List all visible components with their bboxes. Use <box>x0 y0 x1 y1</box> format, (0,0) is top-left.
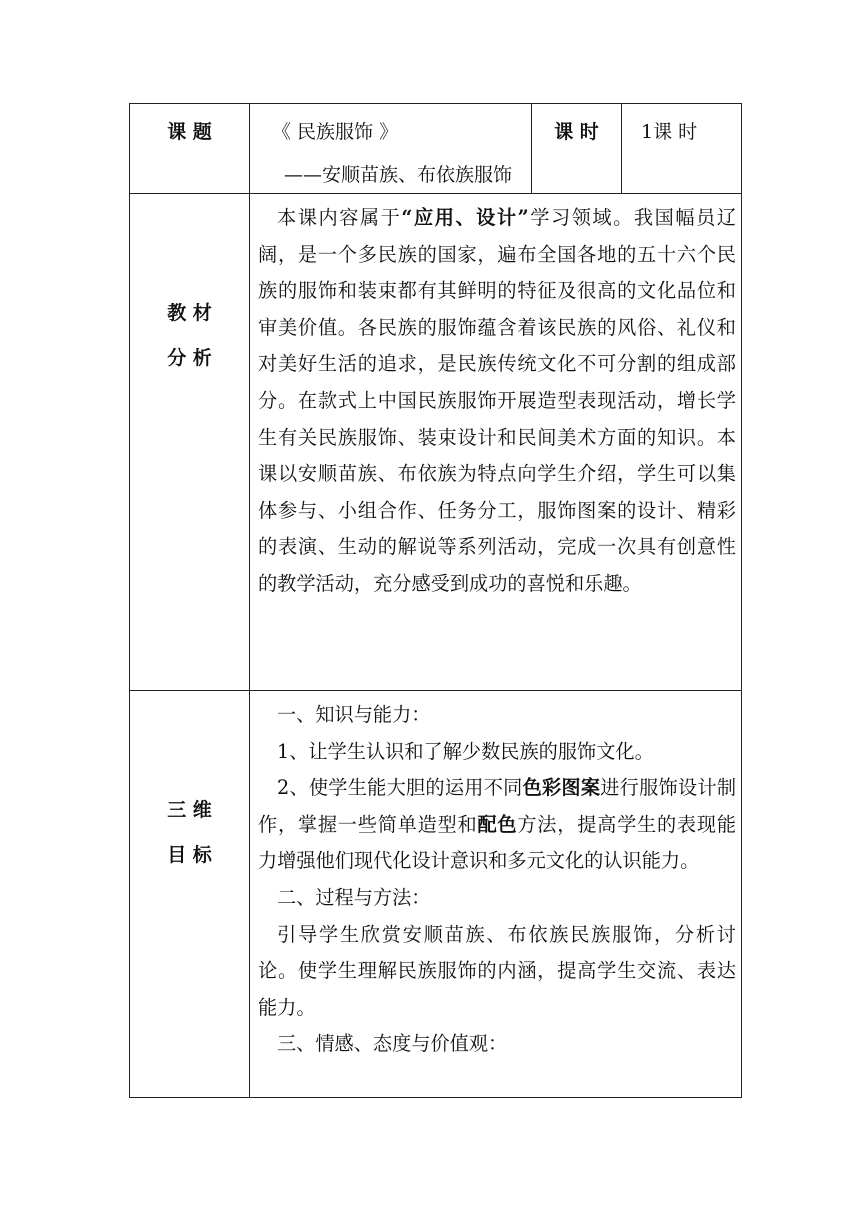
table-row-divider <box>129 193 742 194</box>
lesson-subtitle: ——安顺苗族、布依族服饰 <box>284 164 513 186</box>
goals-text <box>258 697 736 1063</box>
period-label: 课 时 <box>554 121 599 143</box>
goals-item-1: 1、让学生认识和了解少数民族的服饰文化。 <box>277 739 654 763</box>
table-column-divider <box>621 103 622 194</box>
table-column-divider <box>249 103 250 1098</box>
analysis-text <box>258 200 736 603</box>
table-border-right <box>741 103 742 1098</box>
goals-heading-1: 一、知识与能力： <box>277 703 431 726</box>
goals-label-line1: 三 维 <box>167 799 212 821</box>
bold-emphasis: 配色 <box>477 812 518 836</box>
lesson-title: 《 民族服饰 》 <box>272 121 399 143</box>
analysis-label-line1: 教 材 <box>167 302 212 324</box>
goals-item-2: 2、使学生能大胆的运用不同色彩图案进行服饰设计制作，掌握一些简单造型和配色方法，提高学生的表现能力增强他们现代化设计意识和多元文化的认识能力。 <box>258 776 737 873</box>
table-border-bottom <box>129 1097 742 1098</box>
bold-emphasis: 色彩图案 <box>522 776 601 800</box>
goals-heading-2: 二、过程与方法： <box>277 885 431 909</box>
analysis-paragraph: 本课内容属于“应用、设计”学习领域。我国幅员辽阔，是一个多民族的国家，遍布全国各地的五十六个民族的服饰和装束都有其鲜明的特征及很高的文化品位和审美价值。各民族的服饰蕴含着该民族的风俗、礼仪和对美好生活的追求，是民族传统文化不可分割的组成部分。在款式上中国民族服饰开展造型表现活动，增长学生有关民族服饰、装束设计和民间美术方面的知识。本课以安顺苗族、布依族为特点向学生介绍，学生可以集体参与、小组合作、任务分工，服饰图案的设计、精彩的表演、生动的解说等系列活动，完成一次具有创意性的教学活动，充分感受到成功的喜悦和乐趣。 <box>258 206 737 595</box>
bold-emphasis: 应用、设计 <box>412 206 518 229</box>
goals-label-line2: 目 标 <box>167 844 212 866</box>
topic-label: 课 题 <box>167 121 212 143</box>
analysis-label-line2: 分 析 <box>167 347 212 369</box>
period-value: 1课 时 <box>641 121 698 143</box>
table-border-left <box>129 103 130 1098</box>
goals-heading-3: 三、情感、态度与价值观： <box>277 1032 508 1056</box>
table-row-divider <box>129 690 742 691</box>
table-border-top <box>129 103 742 104</box>
goals-item-3: 引导学生欣赏安顺苗族、布依族民族服饰，分析讨论。使学生理解民族服饰的内涵，提高学生交流、表达能力。 <box>258 922 736 1019</box>
